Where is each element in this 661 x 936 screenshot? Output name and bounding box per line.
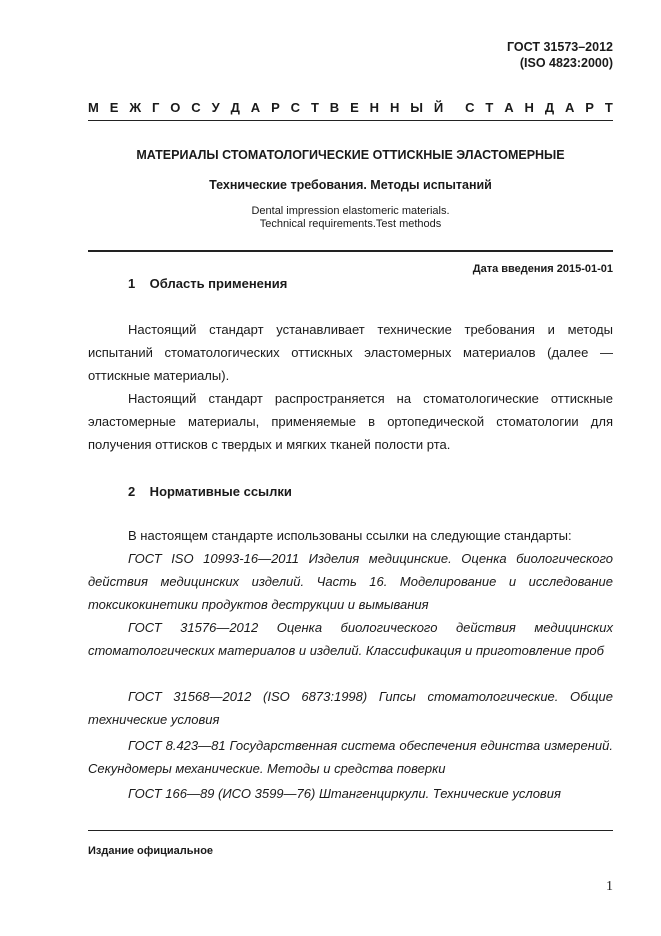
standard-type-letter: Е xyxy=(350,100,359,115)
standard-type-letter: Н xyxy=(369,100,380,115)
standard-type-letter: Ж xyxy=(129,100,142,115)
reference-item: ГОСТ 31568—2012 (ISO 6873:1998) Гипсы стоматологические. Общие технические условия xyxy=(88,689,613,727)
standard-type-letter: О xyxy=(170,100,181,115)
iso-number: (ISO 4823:2000) xyxy=(519,56,613,70)
reference-item: ГОСТ 31576—2012 Оценка биологического действия медицинских стоматологических материалов и изделий. Классификация и приготовление проб xyxy=(88,620,613,658)
standard-type-letter: Р xyxy=(271,100,280,115)
standard-type-letter: Н xyxy=(524,100,534,115)
document-subtitle: Технические требования. Методы испытаний xyxy=(209,178,492,192)
standard-type-letter: Й xyxy=(433,100,444,115)
standard-type-letter: Т xyxy=(310,100,319,115)
standard-type-letter: А xyxy=(564,100,575,115)
standard-type-letter: А xyxy=(250,100,261,115)
standard-type xyxy=(88,100,613,115)
standard-type-letter: С xyxy=(191,100,201,115)
header-divider xyxy=(88,120,613,121)
section-heading: 2 Нормативные ссылки xyxy=(128,484,292,499)
paragraph: Настоящий стандарт устанавливает технические требования и методы испытаний стоматологических оттискных эластомерных материалов (далее — оттискные материалы). xyxy=(88,322,613,383)
standard-type-letter: С xyxy=(290,100,301,115)
effective-date: Дата введения 2015-01-01 xyxy=(472,263,613,275)
gost-number: ГОСТ 31573–2012 xyxy=(507,40,613,54)
standard-type-letter: С xyxy=(465,100,475,115)
english-title-line: Technical requirements.Test methods xyxy=(259,218,442,230)
english-title-line: Dental impression elastomeric materials. xyxy=(251,205,450,217)
reference-item: ГОСТ ISO 10993-16—2011 Изделия медицинские. Оценка биологического действия медицинских изделий. Часть 16. Моделирование и исследование токсикокинетики продуктов деструкции и вымывания xyxy=(88,551,613,612)
edition-note: Издание официальное xyxy=(88,845,214,857)
document-code xyxy=(507,39,613,71)
standard-type-letter: А xyxy=(504,100,514,115)
standard-type-letter: Ы xyxy=(410,100,423,115)
standard-type-letter: Н xyxy=(389,100,400,115)
reference-item: ГОСТ 8.423—81 Государственная система обеспечения единства измерений. Секундомеры механические. Методы и средства поверки xyxy=(88,738,613,776)
reference-item: ГОСТ 166—89 (ИСО 3599—76) Штангенциркули. Технические условия xyxy=(128,786,561,801)
standard-type-letter: Д xyxy=(230,100,240,115)
footer-divider xyxy=(88,830,613,831)
standard-type-letter: Р xyxy=(585,100,594,115)
standard-type-letter: Е xyxy=(109,100,119,115)
standard-type-letter: Т xyxy=(604,100,613,115)
document-title: МАТЕРИАЛЫ СТОМАТОЛОГИЧЕСКИЕ ОТТИСКНЫЕ ЭЛАСТОМЕРНЫЕ xyxy=(136,148,565,162)
page-number: 1 xyxy=(606,879,613,894)
standard-type-letter: Г xyxy=(151,100,160,115)
standard-type-letter: У xyxy=(211,100,220,115)
standard-type-letter: Т xyxy=(485,100,494,115)
title-divider xyxy=(88,250,613,252)
standard-type-letter: Д xyxy=(544,100,555,115)
standard-type-letter: М xyxy=(88,100,99,115)
paragraph: Настоящий стандарт распространяется на стоматологические оттискные эластомерные материалы, применяемые в ортопедической стоматологии для получения оттисков с твердых и мягких тканей полости рта. xyxy=(88,391,613,452)
section-heading: 1 Область применения xyxy=(128,276,288,291)
standard-type-letter: В xyxy=(329,100,340,115)
paragraph: В настоящем стандарте использованы ссылки на следующие стандарты: xyxy=(128,528,572,543)
english-title xyxy=(88,205,613,231)
